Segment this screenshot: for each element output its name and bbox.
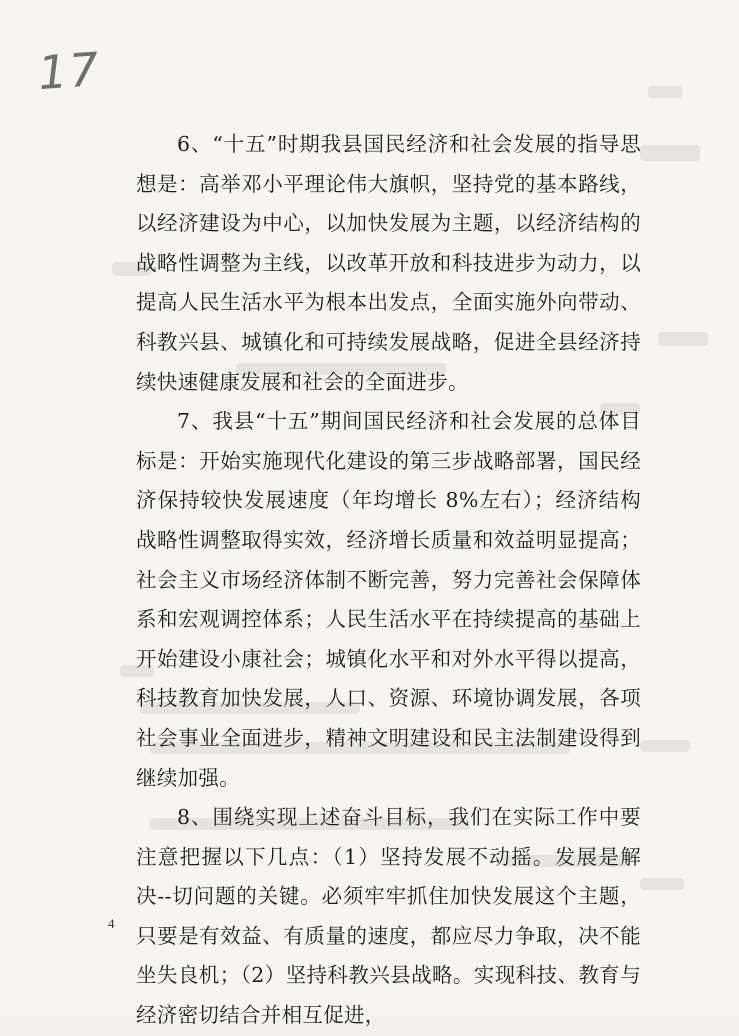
paragraph-6: 6、“十五”时期我县国民经济和社会发展的指导思想是：高举邓小平理论伟大旗帜，坚持党的基本路线，以经济建设为中心，以加快发展为主题，以经济结构的战略性调整为主线，以改革开放和科技进步为动力，以提高人民生活水平为根本出发点，全面实施外向带动、科教兴县、城镇化和可持续发展战略，促进全县经济持续快速健康发展和社会的全面进步。 xyxy=(136,132,641,394)
paragraph-8: 8、围绕实现上述奋斗目标，我们在实际工作中要注意把握以下几点：（1）坚持发展不动摇。发展是解决--切问题的关键。必须牢牢抓住加快发展这个主题，只要是有效益、有质量的速度，都应尽力争取，决不能坐失良机；（2）坚持科教兴县战略。实现科技、教育与经济密切结合并相互促进， xyxy=(136,805,641,1028)
page-number: 4 xyxy=(108,916,115,931)
handwritten-page-number: 17 xyxy=(36,41,103,101)
paragraph-7: 7、我县“十五”期间国民经济和社会发展的总体目标是：开始实施现代化建设的第三步战略部署，国民经济保持较快发展速度（年均增长 8%左右）；经济结构战略性调整取得实效，经济增长质量和效益明显提高；社会主义市场经济体制不断完善，努力完善社会保障体系和宏观调控体系；人民生活水平在持续提高的基础上开始建设小康社会；城镇化水平和对外水平得以提高，科技教育加快发展，人口、资源、环境协调发展，各项社会事业全面进步，精神文明建设和民主法制建设得到继续加强。 xyxy=(136,409,641,790)
document-body xyxy=(136,125,641,1036)
